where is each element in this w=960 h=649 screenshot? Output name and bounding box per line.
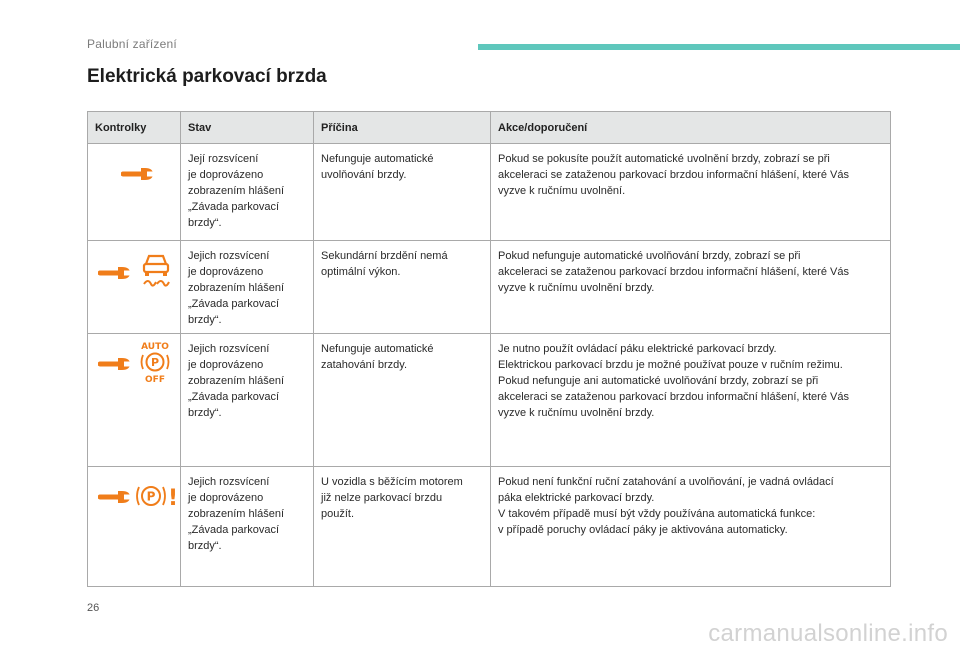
action-cell: Pokud se pokusíte použít automatické uvolnění brzdy, zobrazí se při akceleraci se zataženou parkovací brzdou informační hlášení, které Vás vyzve k ručnímu uvolnění. xyxy=(491,144,891,241)
cause-cell: U vozidla s běžícím motorem již nelze parkovací brzdu použít. xyxy=(314,467,491,587)
indicator-cell xyxy=(88,144,181,241)
action-cell: Pokud nefunguje automatické uvolňování brzdy, zobrazí se při akceleraci se zataženou parkovací brzdou informační hlášení, které Vás vyzve k ručnímu uvolnění brzdy. xyxy=(491,241,891,334)
car-skid-icon xyxy=(140,252,172,288)
column-header-akce: Akce/doporučení xyxy=(491,112,891,144)
status-cell: Jejich rozsvícení je doprovázeno zobrazením hlášení „Závada parkovací brzdy“. xyxy=(181,334,314,467)
header-accent-bar xyxy=(478,44,960,50)
auto-p-off-icon xyxy=(138,340,172,384)
action-cell: Je nutno použít ovládací páku elektrické parkovací brzdy. Elektrickou parkovací brzdu je možné používat pouze v ručním režimu. Pokud nefunguje ani automatické uvolňování brzdy, zobrazí se při akceleraci se zataženou parkovací brzdou informační hlášení, které Vás vyzve k ručnímu uvolnění brzdy. xyxy=(491,334,891,467)
action-cell: Pokud není funkční ruční zatahování a uvolňování, je vadná ovládací páka elektrické parkovací brzdy. V takovém případě musí být vždy používána automatická funkce: v případě poruchy ovládací páky je aktivována automaticky. xyxy=(491,467,891,587)
auto-label: AUTO xyxy=(141,342,169,352)
indicator-cell xyxy=(88,241,181,334)
column-header-stav: Stav xyxy=(181,112,314,144)
wrench-icon xyxy=(98,261,132,279)
table-row xyxy=(88,241,891,334)
p-label: P xyxy=(146,489,156,504)
watermark: carmanualsonline.info xyxy=(708,620,948,647)
column-header-pricina: Příčina xyxy=(314,112,491,144)
indicator-cell xyxy=(88,334,181,467)
wrench-icon xyxy=(98,485,132,503)
p-label: P xyxy=(150,356,160,369)
table-header-row xyxy=(88,112,891,144)
column-header-kontrolky: Kontrolky xyxy=(88,112,181,144)
wrench-icon xyxy=(98,352,132,370)
status-cell: Její rozsvícení je doprovázeno zobrazením hlášení „Závada parkovací brzdy“. xyxy=(181,144,314,241)
table-row xyxy=(88,144,891,241)
cause-cell: Sekundární brzdění nemá optimální výkon. xyxy=(314,241,491,334)
page-title: Elektrická parkovací brzda xyxy=(87,66,327,87)
section-label: Palubní zařízení xyxy=(87,37,177,51)
table-row xyxy=(88,467,891,587)
cause-cell: Nefunguje automatické zatahování brzdy. xyxy=(314,334,491,467)
status-cell: Jejich rozsvícení je doprovázeno zobrazením hlášení „Závada parkovací brzdy“. xyxy=(181,467,314,587)
status-cell: Jejich rozsvícení je doprovázeno zobrazením hlášení „Závada parkovací brzdy“. xyxy=(181,241,314,334)
indicator-cell xyxy=(88,467,181,587)
wrench-icon xyxy=(121,162,155,180)
warning-lights-table xyxy=(87,111,891,587)
parking-brake-warning-icon xyxy=(134,481,178,511)
cause-cell: Nefunguje automatické uvolňování brzdy. xyxy=(314,144,491,241)
exclamation-label: ! xyxy=(167,486,178,511)
off-label: OFF xyxy=(145,375,165,384)
page-number: 26 xyxy=(87,602,100,614)
table-row xyxy=(88,334,891,467)
